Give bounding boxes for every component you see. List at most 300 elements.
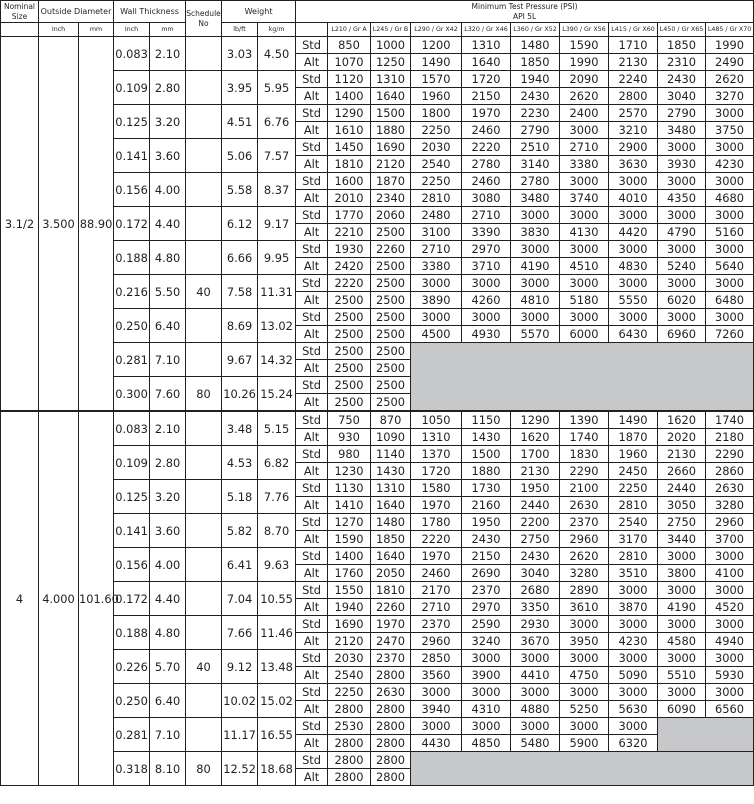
wall-thickness-inch-cell: 0.156	[114, 173, 150, 207]
pressure-cell: 1640	[371, 548, 411, 565]
pressure-cell: 2210	[328, 224, 371, 241]
pressure-cell: 3140	[511, 156, 560, 173]
grade-header: L360 / Gr X52	[511, 23, 560, 37]
table-row	[1, 71, 754, 88]
wall-thickness-mm-cell: 4.40	[150, 207, 186, 241]
pressure-cell: 2900	[609, 139, 658, 156]
table-row	[1, 105, 754, 122]
pressure-cell: 5630	[609, 701, 658, 718]
pressure-cell: 2260	[371, 599, 411, 616]
wall-thickness-mm-cell: 4.80	[150, 616, 186, 650]
weight-lbft-cell: 8.69	[222, 309, 258, 343]
pressure-cell: 1430	[371, 463, 411, 480]
wall-thickness-inch-cell: 0.250	[114, 684, 150, 718]
pressure-cell: 1490	[411, 54, 462, 71]
alt-label-cell: Alt	[296, 88, 328, 105]
pressure-cell: 3000	[560, 207, 609, 224]
pressure-cell: 1310	[462, 37, 511, 54]
pressure-cell: 3000	[609, 684, 658, 701]
pressure-cell: 1250	[371, 54, 411, 71]
schedule-cell	[186, 446, 222, 480]
weight-kgm-cell: 4.50	[258, 37, 296, 71]
pressure-cell: 2370	[462, 582, 511, 599]
pressure-cell: 4580	[658, 633, 706, 650]
pressure-cell: 1800	[411, 105, 462, 122]
pressure-cell: 1640	[371, 497, 411, 514]
pressure-cell: 3000	[706, 548, 754, 565]
grade-header: L210 / Gr A	[328, 23, 371, 37]
std-label-cell: Std	[296, 446, 328, 463]
pressure-cell: 1230	[328, 463, 371, 480]
pressure-cell: 1970	[411, 548, 462, 565]
std-label-cell: Std	[296, 752, 328, 769]
pressure-cell: 850	[328, 37, 371, 54]
std-label-cell: Std	[296, 718, 328, 735]
pressure-cell: 2290	[560, 463, 609, 480]
pressure-cell: 2620	[560, 88, 609, 105]
pressure-cell: 2400	[560, 105, 609, 122]
pressure-cell: 3000	[609, 309, 658, 326]
pressure-cell: 4350	[658, 190, 706, 207]
pressure-cell: 3560	[411, 667, 462, 684]
alt-label-cell: Alt	[296, 156, 328, 173]
schedule-cell	[186, 241, 222, 275]
pressure-cell: 3000	[511, 241, 560, 258]
pressure-cell: 5930	[706, 667, 754, 684]
pressure-cell: 3000	[658, 582, 706, 599]
pressure-cell: 4520	[706, 599, 754, 616]
pressure-cell: 2800	[371, 752, 411, 769]
pressure-cell: 1550	[328, 582, 371, 599]
pressure-cell: 4880	[511, 701, 560, 718]
pressure-cell: 1810	[371, 582, 411, 599]
pressure-cell: 4410	[511, 667, 560, 684]
pressure-cell: 4230	[706, 156, 754, 173]
pressure-cell: 1480	[511, 37, 560, 54]
std-label-cell: Std	[296, 173, 328, 190]
pressure-cell: 1310	[411, 429, 462, 446]
weight-lbft-cell: 9.67	[222, 343, 258, 377]
empty-gray-block	[658, 718, 754, 752]
table-row	[1, 411, 754, 429]
pressure-cell: 2800	[328, 752, 371, 769]
pressure-cell: 3670	[511, 633, 560, 650]
weight-kgm-cell: 9.17	[258, 207, 296, 241]
pressure-cell: 3000	[658, 207, 706, 224]
table-row	[1, 616, 754, 633]
wall-thickness-mm-cell: 2.80	[150, 446, 186, 480]
pressure-cell: 3210	[609, 122, 658, 139]
pressure-cell: 3280	[706, 497, 754, 514]
header-min-test-pressure	[296, 1, 754, 23]
pressure-cell: 1270	[328, 514, 371, 531]
alt-label-cell: Alt	[296, 633, 328, 650]
pressure-cell: 2230	[511, 105, 560, 122]
header-outside-diameter: Outside Diameter	[39, 1, 114, 23]
wall-thickness-inch-cell: 0.188	[114, 616, 150, 650]
pressure-cell: 3000	[511, 207, 560, 224]
pressure-cell: 1290	[328, 105, 371, 122]
wall-thickness-inch-cell: 0.083	[114, 411, 150, 446]
table-row	[1, 446, 754, 463]
pressure-cell: 1480	[371, 514, 411, 531]
std-label-cell: Std	[296, 582, 328, 599]
pressure-cell: 4500	[411, 326, 462, 343]
pressure-cell: 1720	[462, 71, 511, 88]
pressure-cell: 3740	[560, 190, 609, 207]
pressure-cell: 1740	[560, 429, 609, 446]
pressure-cell: 6560	[706, 701, 754, 718]
pressure-cell: 3380	[411, 258, 462, 275]
std-label-cell: Std	[296, 411, 328, 429]
pressure-cell: 1130	[328, 480, 371, 497]
pressure-cell: 1640	[371, 88, 411, 105]
weight-kgm-cell: 11.46	[258, 616, 296, 650]
pressure-cell: 2810	[609, 548, 658, 565]
od-inch-cell: 4.000	[39, 411, 79, 786]
pressure-cell: 2540	[411, 156, 462, 173]
pressure-cell: 2790	[658, 105, 706, 122]
wall-thickness-mm-cell: 2.80	[150, 71, 186, 105]
empty-gray-block	[411, 343, 754, 412]
alt-label-cell: Alt	[296, 292, 328, 309]
pressure-cell: 1500	[371, 105, 411, 122]
pressure-cell: 980	[328, 446, 371, 463]
od-mm-cell: 88.90	[79, 37, 114, 412]
alt-label-cell: Alt	[296, 190, 328, 207]
pressure-cell: 3000	[658, 309, 706, 326]
weight-lbft-cell: 5.58	[222, 173, 258, 207]
pressure-cell: 3380	[560, 156, 609, 173]
pressure-cell: 2490	[706, 54, 754, 71]
pressure-cell: 5180	[560, 292, 609, 309]
weight-kgm-cell: 7.76	[258, 480, 296, 514]
pressure-cell: 1930	[328, 241, 371, 258]
pressure-cell: 2620	[706, 71, 754, 88]
pressure-cell: 3000	[658, 650, 706, 667]
std-label-cell: Std	[296, 377, 328, 394]
std-label-cell: Std	[296, 616, 328, 633]
pressure-cell: 3000	[462, 718, 511, 735]
pressure-cell: 1990	[560, 54, 609, 71]
wall-thickness-inch-cell: 0.318	[114, 752, 150, 786]
std-label-cell: Std	[296, 684, 328, 701]
schedule-cell	[186, 37, 222, 71]
alt-label-cell: Alt	[296, 701, 328, 718]
pressure-cell: 2430	[658, 71, 706, 88]
pressure-cell: 3000	[462, 275, 511, 292]
weight-kgm-cell: 6.82	[258, 446, 296, 480]
wall-thickness-inch-cell: 0.109	[114, 446, 150, 480]
pressure-cell: 2370	[560, 514, 609, 531]
wall-thickness-inch-cell: 0.216	[114, 275, 150, 309]
pressure-cell: 3000	[462, 650, 511, 667]
table-row	[1, 650, 754, 667]
header-wall-thickness: Wall Thickness	[114, 1, 186, 23]
weight-lbft-cell: 3.48	[222, 411, 258, 446]
pressure-cell: 2960	[706, 514, 754, 531]
pressure-cell: 3000	[560, 684, 609, 701]
pressure-cell: 1590	[560, 37, 609, 54]
pressure-cell: 3000	[706, 173, 754, 190]
pressure-cell: 4790	[658, 224, 706, 241]
pressure-cell: 4750	[560, 667, 609, 684]
pressure-cell: 2790	[511, 122, 560, 139]
alt-label-cell: Alt	[296, 258, 328, 275]
pressure-cell: 2480	[411, 207, 462, 224]
wall-thickness-inch-cell: 0.300	[114, 377, 150, 412]
pressure-cell: 3000	[706, 582, 754, 599]
pressure-cell: 1290	[511, 411, 560, 429]
pressure-cell: 2260	[371, 241, 411, 258]
pressure-cell: 3390	[462, 224, 511, 241]
pressure-cell: 2500	[371, 275, 411, 292]
pressure-cell: 3900	[462, 667, 511, 684]
pressure-cell: 1620	[511, 429, 560, 446]
pressure-cell: 3170	[609, 531, 658, 548]
table-row	[1, 309, 754, 326]
wall-thickness-mm-cell: 4.00	[150, 548, 186, 582]
pressure-cell: 2500	[328, 360, 371, 377]
wall-thickness-mm-cell: 5.70	[150, 650, 186, 684]
pressure-cell: 2500	[328, 343, 371, 360]
pressure-cell: 2970	[462, 241, 511, 258]
pressure-cell: 1760	[328, 565, 371, 582]
weight-lbft-cell: 11.17	[222, 718, 258, 752]
pressure-cell: 5550	[609, 292, 658, 309]
alt-label-cell: Alt	[296, 735, 328, 752]
pressure-cell: 2340	[371, 190, 411, 207]
wall-thickness-mm-cell: 3.20	[150, 105, 186, 139]
pressure-cell: 3940	[411, 701, 462, 718]
pressure-cell: 3000	[609, 275, 658, 292]
nominal-size-cell: 3.1/2	[1, 37, 39, 412]
pressure-cell: 4850	[462, 735, 511, 752]
pressure-cell: 6480	[706, 292, 754, 309]
wall-thickness-inch-cell: 0.156	[114, 548, 150, 582]
pressure-cell: 3000	[658, 241, 706, 258]
wall-thickness-mm-cell: 4.40	[150, 582, 186, 616]
pressure-cell: 7260	[706, 326, 754, 343]
pressure-cell: 1390	[560, 411, 609, 429]
pressure-cell: 2010	[328, 190, 371, 207]
wall-thickness-mm-cell: 3.60	[150, 139, 186, 173]
grade-header: L450 / Gr X65	[658, 23, 706, 37]
pressure-cell: 3000	[658, 275, 706, 292]
weight-kgm-cell: 9.63	[258, 548, 296, 582]
weight-kgm-cell: 7.57	[258, 139, 296, 173]
wall-thickness-mm-cell: 7.10	[150, 718, 186, 752]
pressure-cell: 2540	[328, 667, 371, 684]
pressure-cell: 1200	[411, 37, 462, 54]
weight-lbft-cell: 4.51	[222, 105, 258, 139]
pressure-cell: 6430	[609, 326, 658, 343]
pressure-cell: 3000	[706, 139, 754, 156]
pressure-cell: 750	[328, 411, 371, 429]
pressure-cell: 2500	[371, 224, 411, 241]
table-row	[1, 241, 754, 258]
pressure-cell: 4010	[609, 190, 658, 207]
pressure-cell: 2850	[411, 650, 462, 667]
pressure-cell: 1710	[609, 37, 658, 54]
header-weight: Weight	[222, 1, 296, 23]
table-row	[1, 684, 754, 701]
weight-unit-kgm: kg/m	[258, 23, 296, 37]
pressure-cell: 2860	[706, 463, 754, 480]
pressure-cell: 1970	[411, 497, 462, 514]
alt-label-cell: Alt	[296, 122, 328, 139]
wall-thickness-mm-cell: 6.40	[150, 309, 186, 343]
od-mm-cell: 101.60	[79, 411, 114, 786]
std-label-cell: Std	[296, 207, 328, 224]
wall-thickness-inch-cell: 0.141	[114, 514, 150, 548]
wall-thickness-mm-cell: 7.60	[150, 377, 186, 412]
pressure-cell: 2800	[371, 667, 411, 684]
nominal-unit-empty	[1, 23, 39, 37]
pressure-cell: 4810	[511, 292, 560, 309]
pressure-cell: 2570	[609, 105, 658, 122]
pressure-cell: 1720	[411, 463, 462, 480]
schedule-cell: 40	[186, 275, 222, 309]
pressure-cell: 5570	[511, 326, 560, 343]
schedule-cell	[186, 480, 222, 514]
pressure-cell: 3000	[658, 173, 706, 190]
alt-label-cell: Alt	[296, 54, 328, 71]
weight-kgm-cell: 15.24	[258, 377, 296, 412]
pressure-cell: 2810	[609, 497, 658, 514]
header-nominal-size: Nominal Size	[1, 1, 39, 23]
wall-thickness-mm-cell: 4.00	[150, 173, 186, 207]
pressure-cell: 1960	[411, 88, 462, 105]
pressure-cell: 1490	[609, 411, 658, 429]
pressure-cell: 3000	[609, 616, 658, 633]
pressure-cell: 2440	[511, 497, 560, 514]
pressure-cell: 2630	[706, 480, 754, 497]
pressure-cell: 2150	[462, 88, 511, 105]
pressure-cell: 2100	[560, 480, 609, 497]
weight-lbft-cell: 7.04	[222, 582, 258, 616]
pressure-cell: 3000	[706, 207, 754, 224]
pressure-cell: 2500	[328, 309, 371, 326]
pressure-cell: 1730	[462, 480, 511, 497]
alt-label-cell: Alt	[296, 667, 328, 684]
pressure-cell: 2500	[371, 343, 411, 360]
pressure-cell: 3040	[511, 565, 560, 582]
pressure-cell: 2030	[328, 650, 371, 667]
pressure-cell: 2500	[371, 309, 411, 326]
wall-thickness-mm-cell: 5.50	[150, 275, 186, 309]
pressure-cell: 2150	[462, 548, 511, 565]
pressure-cell: 2500	[371, 326, 411, 343]
pressure-cell: 2160	[462, 497, 511, 514]
pressure-cell: 3440	[658, 531, 706, 548]
pressure-cell: 4930	[462, 326, 511, 343]
pressure-cell: 2800	[371, 701, 411, 718]
pressure-cell: 2970	[462, 599, 511, 616]
wall-thickness-mm-cell: 2.10	[150, 37, 186, 71]
pressure-cell: 1880	[462, 463, 511, 480]
pressure-cell: 2800	[371, 735, 411, 752]
pressure-cell: 1870	[371, 173, 411, 190]
table-row	[1, 275, 754, 292]
table-row	[1, 343, 754, 360]
pressure-cell: 1450	[328, 139, 371, 156]
pressure-cell: 2960	[560, 531, 609, 548]
pressure-cell: 1590	[328, 531, 371, 548]
pressure-cell: 1430	[462, 429, 511, 446]
weight-lbft-cell: 9.12	[222, 650, 258, 684]
pressure-cell: 4230	[609, 633, 658, 650]
pressure-cell: 2430	[511, 548, 560, 565]
pressure-cell: 2750	[511, 531, 560, 548]
pressure-cell: 2120	[328, 633, 371, 650]
pressure-cell: 2500	[328, 394, 371, 412]
wall-thickness-inch-cell: 0.172	[114, 207, 150, 241]
alt-label-cell: Alt	[296, 599, 328, 616]
pressure-cell: 3350	[511, 599, 560, 616]
pressure-cell: 3000	[511, 275, 560, 292]
alt-label-cell: Alt	[296, 224, 328, 241]
pressure-cell: 5480	[511, 735, 560, 752]
pressure-cell: 2090	[560, 71, 609, 88]
pressure-cell: 2800	[371, 769, 411, 786]
pressure-cell: 3000	[411, 684, 462, 701]
pressure-cell: 2500	[371, 377, 411, 394]
pressure-cell: 6000	[560, 326, 609, 343]
pressure-cell: 3000	[609, 650, 658, 667]
pressure-cell: 1050	[411, 411, 462, 429]
weight-lbft-cell: 5.82	[222, 514, 258, 548]
wall-thickness-inch-cell: 0.281	[114, 718, 150, 752]
weight-lbft-cell: 3.03	[222, 37, 258, 71]
weight-lbft-cell: 10.26	[222, 377, 258, 412]
grade-header: L390 / Gr X56	[560, 23, 609, 37]
type-unit-empty	[296, 23, 328, 37]
pressure-cell: 3750	[706, 122, 754, 139]
weight-lbft-cell: 4.53	[222, 446, 258, 480]
weight-kgm-cell: 5.15	[258, 411, 296, 446]
pressure-cell: 3000	[411, 309, 462, 326]
schedule-cell	[186, 309, 222, 343]
schedule-cell	[186, 207, 222, 241]
pressure-cell: 3000	[658, 684, 706, 701]
pressure-cell: 2800	[609, 88, 658, 105]
weight-kgm-cell: 13.02	[258, 309, 296, 343]
pressure-cell: 2030	[411, 139, 462, 156]
pressure-cell: 1000	[371, 37, 411, 54]
pressure-cell: 4940	[706, 633, 754, 650]
table-row	[1, 718, 754, 735]
pressure-cell: 2430	[462, 531, 511, 548]
pressure-cell: 2780	[462, 156, 511, 173]
pressure-cell: 5640	[706, 258, 754, 275]
pressure-cell: 1970	[462, 105, 511, 122]
pressure-cell: 3000	[560, 650, 609, 667]
pressure-cell: 1850	[658, 37, 706, 54]
grade-header: L320 / Gr X46	[462, 23, 511, 37]
pressure-cell: 1500	[462, 446, 511, 463]
pressure-cell: 3000	[706, 241, 754, 258]
wall-thickness-mm-cell: 2.10	[150, 411, 186, 446]
pressure-cell: 2800	[328, 769, 371, 786]
wall-thickness-inch-cell: 0.125	[114, 105, 150, 139]
wall-thickness-inch-cell: 0.281	[114, 343, 150, 377]
pressure-cell: 1370	[411, 446, 462, 463]
pressure-cell: 1950	[511, 480, 560, 497]
alt-label-cell: Alt	[296, 360, 328, 377]
wt-unit-mm: mm	[150, 23, 186, 37]
pressure-cell: 3000	[560, 241, 609, 258]
